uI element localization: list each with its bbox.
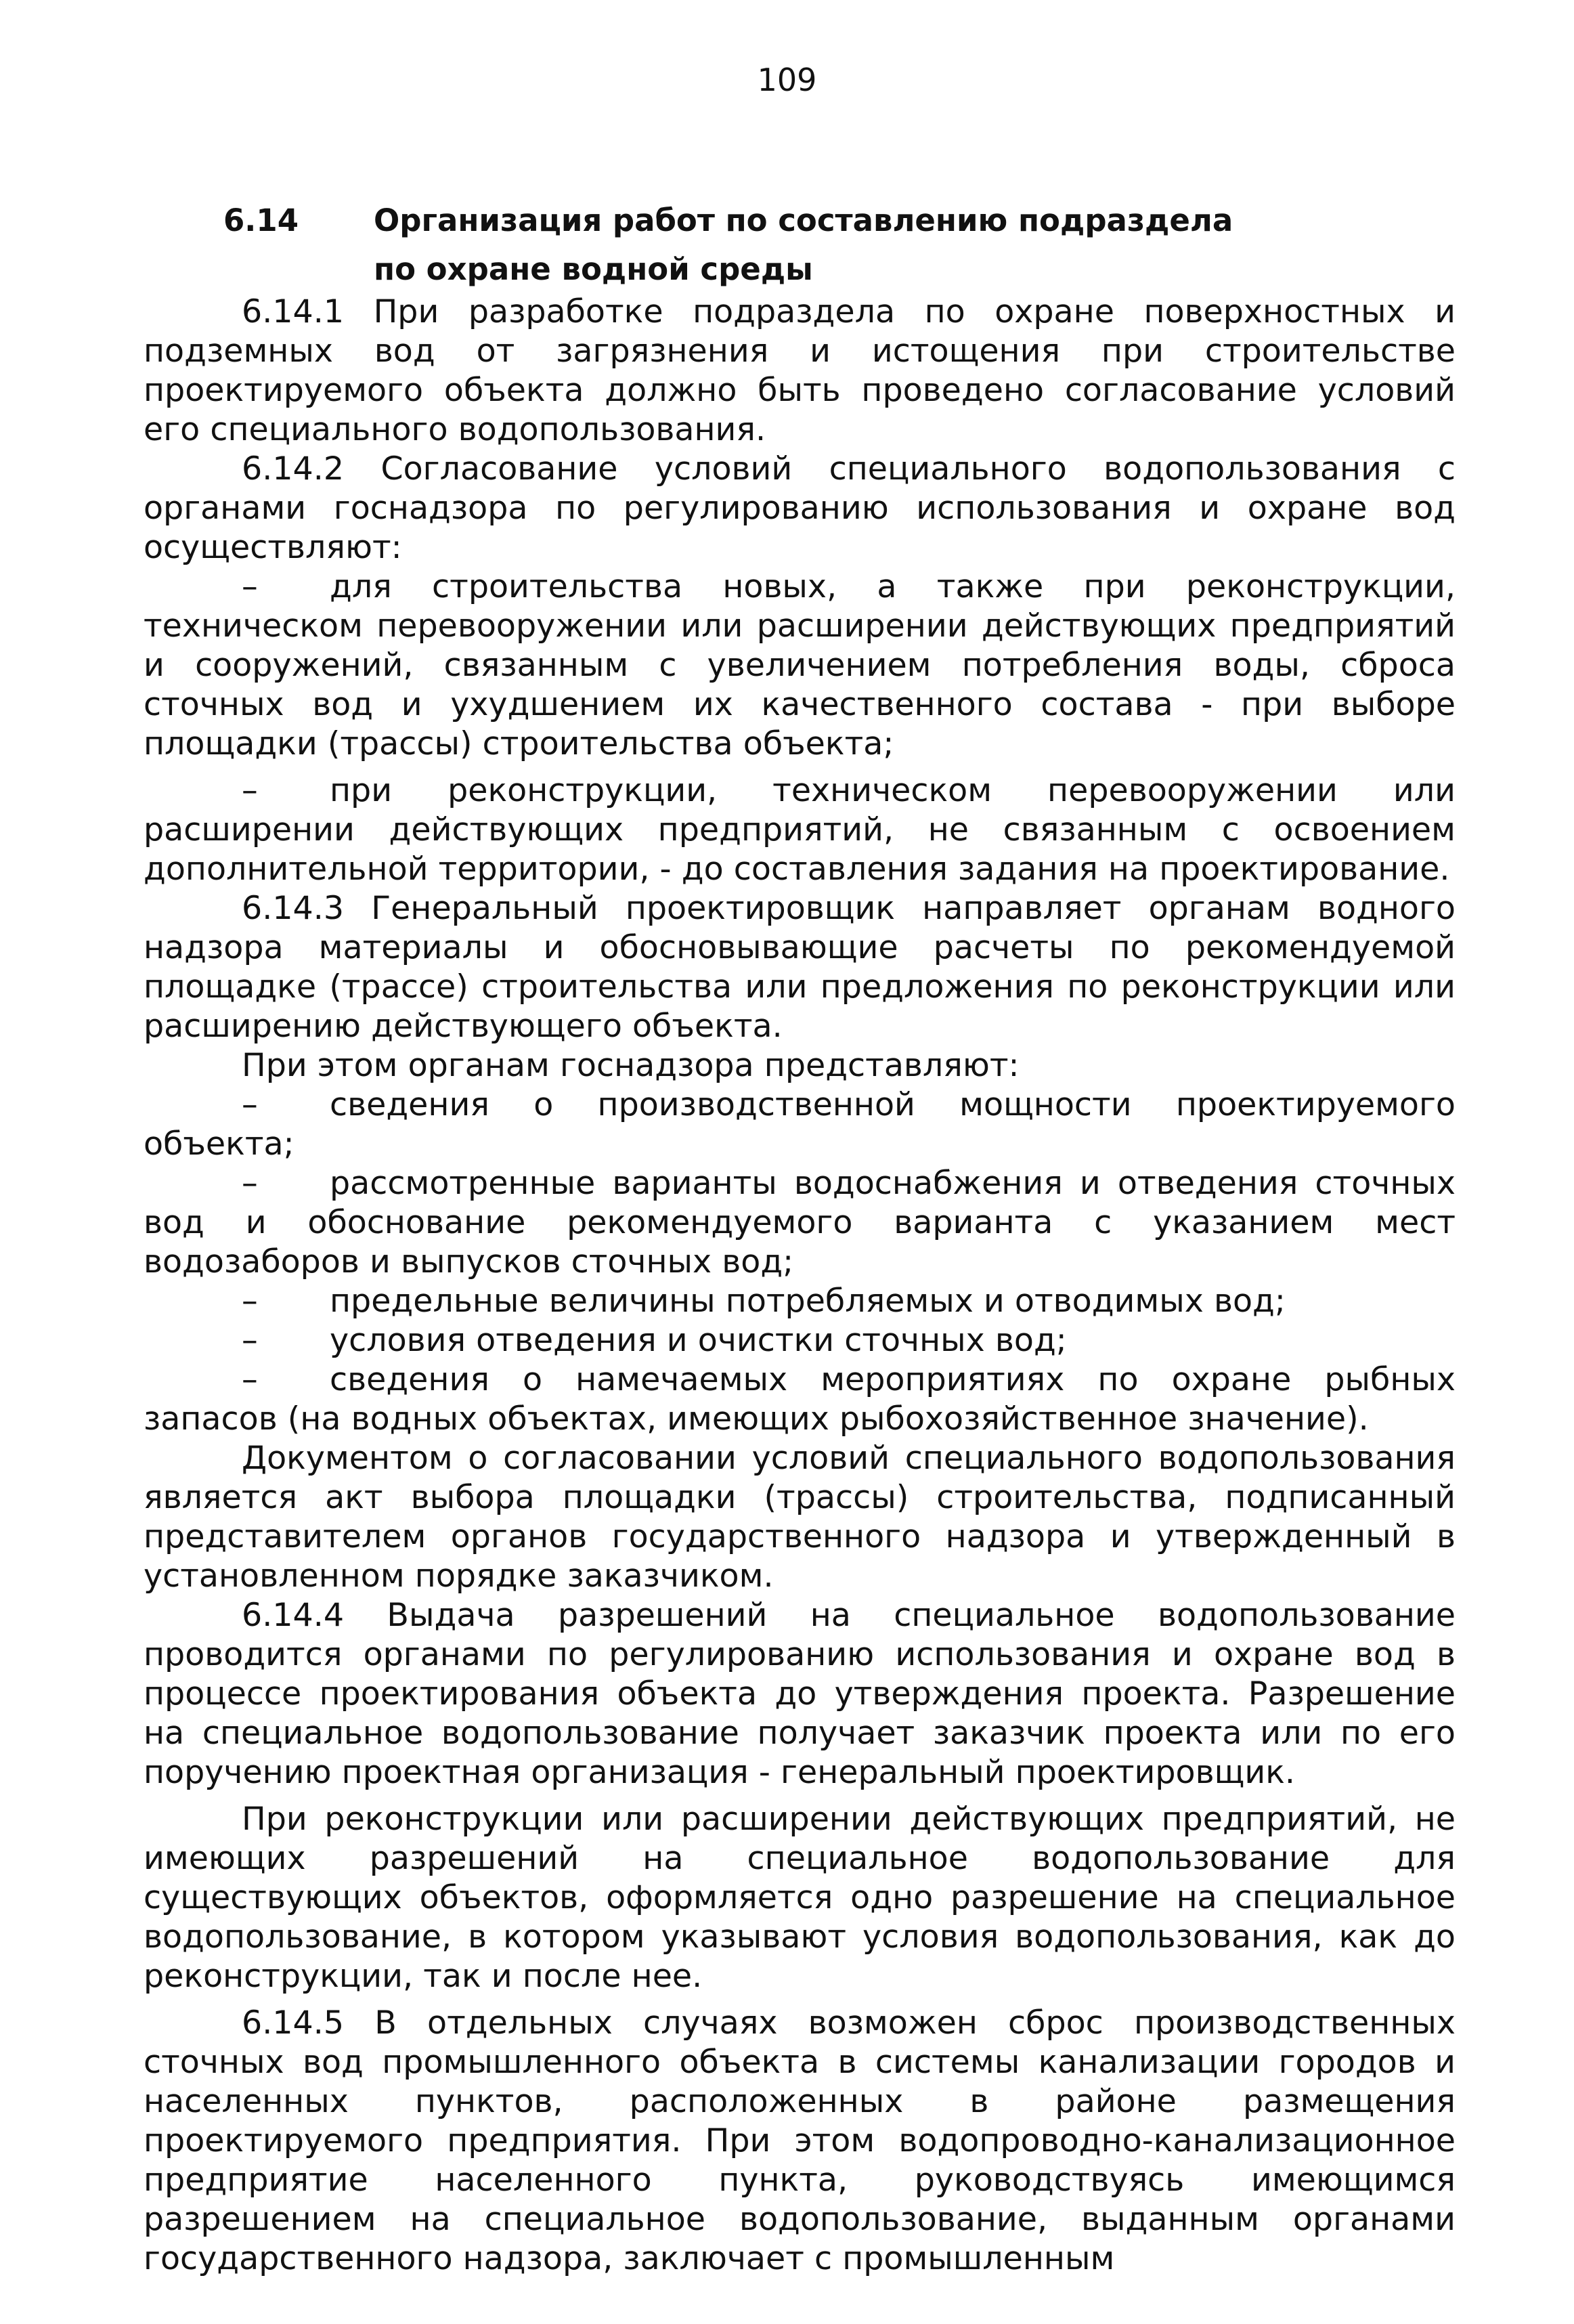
list-item — [144, 1282, 1456, 1321]
paragraph-6-14-1: 6.14.1 При разработке подраздела по охране поверхностных и подземных вод от загрязнения и истощения при строительстве проектируемого объекта должно быть проведено согласование условий его специального водопользования. — [144, 293, 1456, 448]
dash-marker: – — [242, 568, 258, 605]
section-title-line-1: Организация работ по составлению подраздела — [374, 202, 1233, 238]
paragraph-text: Документом о согласовании условий специального водопользования является акт выбора площадки (трассы) строительства, подписанный представителем органов государственного надзора и утвержденный в установленном порядке заказчиком. — [144, 1440, 1456, 1595]
list-item-text: предельные величины потребляемых и отводимых вод; — [330, 1283, 1286, 1320]
section-title-line-2: по охране водной среды — [374, 251, 813, 287]
page-number: 109 — [757, 62, 817, 98]
paragraph-6-14-2: 6.14.2 Согласование условий специального водопользования с органами госнадзора по регулированию использования и охране вод осуществляют: — [144, 450, 1456, 566]
section-number: 6.14 — [223, 202, 299, 238]
list-item-text: условия отведения и очистки сточных вод; — [330, 1322, 1067, 1359]
list-item — [144, 567, 1456, 764]
dash-marker: – — [242, 1165, 258, 1202]
paragraph-6-14-4: 6.14.4 Выдача разрешений на специальное водопользование проводится органами по регулированию использования и охране вод в процессе проектирования объекта до утверждения проекта. Разрешение на специальное водопользование получает заказчик проекта или по его поручению проектная организация - генеральный проектировщик. — [144, 1597, 1456, 1791]
dash-marker: – — [242, 772, 258, 809]
paragraph-text: При реконструкции или расширении действующих предприятий, не имеющих разрешений на специальное водопользование для существующих объектов, оформляется одно разрешение на специальное водопользование, в котором указывают условия водопользования, как до реконструкции, так и после нее. — [144, 1801, 1456, 1995]
paragraph-6-14-3: 6.14.3 Генеральный проектировщик направляет органам водного надзора материалы и обосновывающие расчеты по рекомендуемой площадке (трассе) строительства или предложения по реконструкции или расширению действующего объекта. — [144, 890, 1456, 1045]
list-item-text: для строительства новых, а также при реконструкции, техническом перевооружении или расширении действующих предприятий и сооружений, связанным с увеличением потребления воды, сброса сточных вод и ухудшением их качественного состава - при выборе площадки (трассы) строительства объекта; — [144, 568, 1456, 762]
dash-marker: – — [242, 1322, 258, 1359]
paragraph-text: При этом органам госнадзора представляют: — [242, 1047, 1020, 1084]
dash-marker: – — [242, 1283, 258, 1320]
list-item — [144, 1321, 1456, 1360]
list-item — [144, 1164, 1456, 1282]
dash-marker: – — [242, 1361, 258, 1398]
list-item — [144, 1360, 1456, 1439]
list-item-text: рассмотренные варианты водоснабжения и отведения сточных вод и обоснование рекомендуемого варианта с указанием мест водозаборов и выпусков сточных вод; — [144, 1165, 1456, 1281]
list-item-text: при реконструкции, техническом перевооружении или расширении действующих предприятий, не связанным с освоением дополнительной территории, - до составления задания на проектирование. — [144, 772, 1456, 888]
list-item — [144, 1085, 1456, 1164]
dash-marker: – — [242, 1086, 258, 1123]
section-title — [374, 196, 1389, 294]
list-item-text: сведения о производственной мощности проектируемого объекта; — [144, 1086, 1456, 1163]
paragraph-6-14-5: 6.14.5 В отдельных случаях возможен сброс производственных сточных вод промышленного объекта в системы канализации городов и населенных пунктов, расположенных в районе размещения проектируемого предприятия. При этом водопроводно-канализационное предприятие населенного пункта, руководствуясь имеющимся разрешением на специальное водопользование, выданным органами государственного надзора, заключает с промышленным — [144, 2004, 1456, 2277]
list-item — [144, 771, 1456, 889]
list-item-text: сведения о намечаемых мероприятиях по охране рыбных запасов (на водных объектах, имеющих рыбохозяйственное значение). — [144, 1361, 1456, 1438]
body-text — [144, 293, 1456, 2279]
